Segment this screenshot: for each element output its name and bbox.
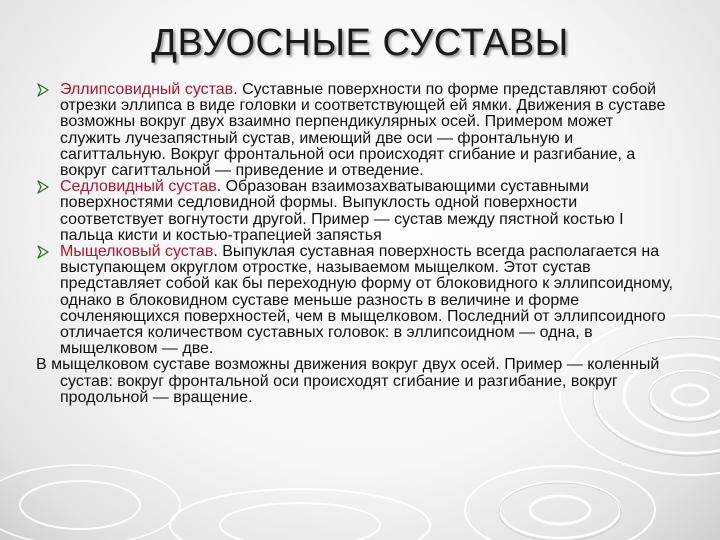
list-item-saddle bbox=[36, 179, 676, 244]
term-condylar: Мыщелковый сустав bbox=[60, 243, 214, 261]
page-title: ДВУОСНЫЕ СУСТАВЫ bbox=[151, 22, 569, 64]
arrow-bullet-icon bbox=[36, 83, 50, 97]
content-body bbox=[36, 82, 676, 406]
term-ellipsoid: Эллипсовидный сустав bbox=[60, 81, 234, 98]
arrow-bullet-icon bbox=[36, 180, 50, 194]
arrow-bullet-icon bbox=[36, 245, 50, 259]
text-condylar: . Выпуклая суставная поверхность всегда располагается на выступающем округлом отростке, называемом мыщелком. Этот сустав представляет собой как бы переходную форму от блоковидного к эллипсоидному, однако в блоковидном суставе меньше разность в величине и форме сочленяющихся поверхностей, чем в мыщелковом. Последний от эллипсоидного отличается количеством суставных головок: в эллипсоидном — одна, в мыщелковом — две. bbox=[60, 243, 673, 358]
list-item-ellipsoid bbox=[36, 82, 676, 179]
text-saddle: . Образован взаимозахватывающими суставными поверхностями седловидной формы. Выпуклость одной поверхности соответствует вогнутости другой. Пример — сустав между пястной костью I пальца кисти и костью-трапецией запястья bbox=[60, 178, 624, 244]
closing-paragraph bbox=[36, 357, 676, 406]
term-saddle: Седловидный сустав bbox=[60, 178, 217, 196]
closing-text: В мыщелковом суставе возможны движения вокруг двух осей. Пример — коленный сустав: вокруг фронтальной оси происходят сгибание и разгибание, вокруг продольной — вращение. bbox=[36, 356, 660, 406]
text-ellipsoid: . Суставные поверхности по форме представляют собой отрезки эллипса в виде головки и соответствующей ей ямки. Движения в суставе возможны вокруг двух взаимно перпендикулярных осей. Примером может служить лучезапястный сустав, имеющий две оси — фронтальную и сагиттальную. Вокруг фронтальной оси происходят сгибание и разгибание, а вокруг сагиттальной — приведение и отведение. bbox=[60, 81, 666, 180]
list-item-condylar bbox=[36, 244, 676, 357]
